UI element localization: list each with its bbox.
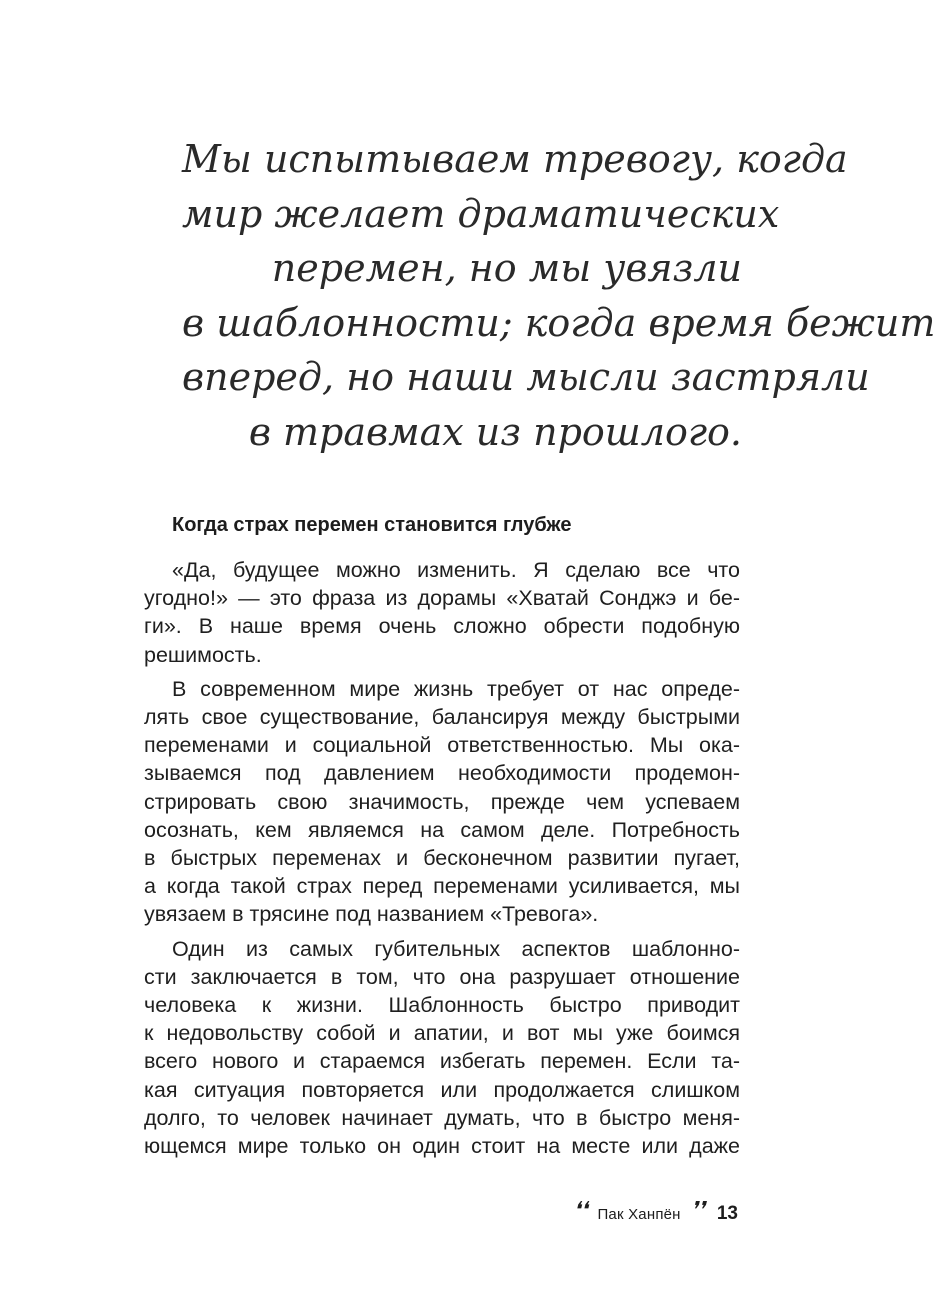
text-line: решимость. [144, 642, 262, 667]
text-line: кая ситуация повторяется или продолжается слишком [144, 1077, 740, 1102]
text-line: к недовольству собой и апатии, и вот мы уже боимся [144, 1021, 740, 1046]
text-line: переменами и социальной ответственностью. Мы ока- [144, 733, 740, 758]
page-footer [573, 1198, 738, 1225]
epigraph-line: в травмах из прошлого. [248, 409, 742, 454]
text-line: осознать, кем являемся на самом деле. Потребность [144, 817, 740, 842]
paragraph-2 [144, 675, 740, 929]
text-line: Один из самых губительных аспектов шаблонно- [172, 936, 740, 961]
epigraph-line: перемен, но мы увязли [271, 246, 742, 290]
page-number: 13 [716, 1203, 738, 1224]
text-line: лять свое существование, балансируя между быстрыми [144, 705, 740, 730]
close-quote-icon: ❜❜ [690, 1198, 705, 1223]
text-line: угодно!» — это фраза из дорамы «Хватай Сонджэ и бе- [144, 586, 740, 611]
text-line: в быстрых переменах и бесконечном развитии пугает, [144, 846, 740, 871]
epigraph-line: вперед, но наши мысли застряли [182, 355, 870, 399]
text-line: ги». В наше время очень сложно обрести подобную [144, 614, 740, 639]
paragraph-3 [144, 935, 740, 1161]
text-line: увязаем в трясине под названием «Тревога». [144, 902, 599, 927]
text-line: человека к жизни. Шаблонность быстро приводит [144, 993, 740, 1018]
epigraph-line: мир желает драматических [182, 191, 780, 236]
text-line: В современном мире жизнь требует от нас опреде- [172, 676, 740, 701]
section-heading: Когда страх перемен становится глубже [172, 514, 572, 536]
text-line: «Да, будущее можно изменить. Я сделаю все что [172, 558, 740, 582]
text-line: всего нового и стараемся избегать перемен. Если та- [144, 1049, 740, 1074]
author-name: Пак Ханпён [597, 1205, 681, 1223]
epigraph-line: Мы испытываем тревогу, когда [182, 137, 848, 181]
text-line: зываемся под давлением необходимости продемон- [144, 761, 740, 786]
text-line: стрировать свою значимость, прежде чем успеваем [144, 789, 740, 814]
text-line: долго, то человек начинает думать, что в быстро меня- [144, 1105, 740, 1130]
epigraph-quote [182, 132, 935, 459]
open-quote-icon: ❛❛ [573, 1198, 588, 1223]
text-line: сти заключается в том, что она разрушает отношение [144, 964, 740, 989]
body-text [144, 556, 740, 1166]
text-line: ющемся мире только он один стоит на месте или даже [144, 1134, 740, 1159]
paragraph-1 [144, 556, 740, 669]
epigraph-line: в шаблонности; когда время бежит [182, 300, 935, 345]
text-line: а когда такой страх перед переменами усиливается, мы [144, 874, 740, 899]
